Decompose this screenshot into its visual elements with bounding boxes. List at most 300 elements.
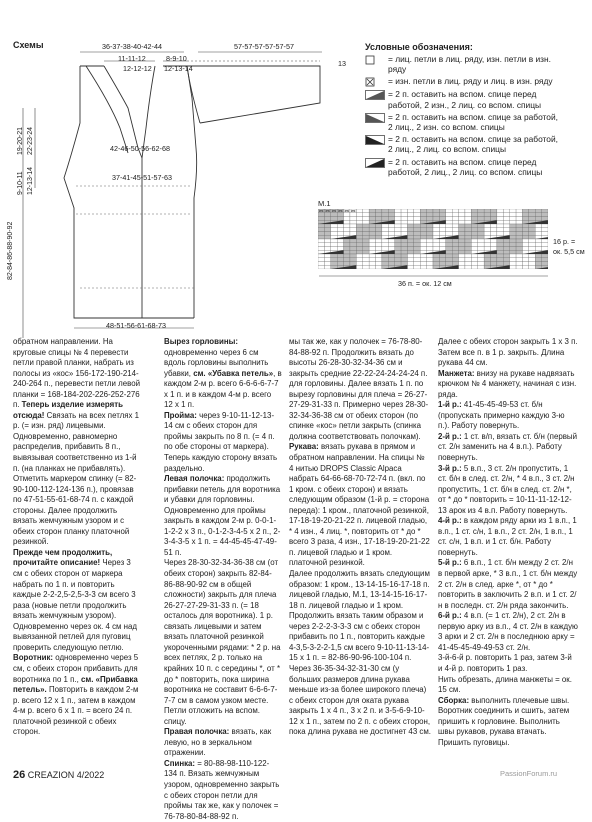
- chart-cell: [516, 220, 522, 224]
- chart-cell: [465, 235, 471, 239]
- chart-cell: [356, 232, 362, 236]
- chart-cell: [401, 213, 407, 217]
- chart-cell: [401, 250, 407, 254]
- chart-cell: [522, 243, 528, 247]
- chart-cell: [459, 254, 465, 258]
- chart-cell: [510, 239, 516, 243]
- chart-cell: [376, 262, 382, 266]
- chart-cell: [401, 224, 407, 228]
- chart-cell: [369, 224, 375, 228]
- chart-cell: [510, 262, 516, 266]
- chart-cell: [414, 247, 420, 251]
- chart-cell: [535, 247, 541, 251]
- chart-cell: [516, 262, 522, 266]
- chart-cell: [337, 243, 343, 247]
- chart-cell: [407, 213, 413, 217]
- chart-cell: [510, 243, 516, 247]
- chart-cell: [446, 217, 452, 221]
- chart-cell: [376, 232, 382, 236]
- chart-cell: [356, 243, 362, 247]
- chart-cell: [350, 217, 356, 221]
- chart-cell: [446, 254, 452, 258]
- chart-cell: [497, 217, 503, 221]
- chart-cell: [439, 224, 445, 228]
- chart-cell: [369, 239, 375, 243]
- chart-cell: [388, 247, 394, 251]
- chart-cell: [433, 239, 439, 243]
- chart-cell: [318, 217, 324, 221]
- chart-cell: [395, 217, 401, 221]
- chart-cell: [324, 247, 330, 251]
- chart-cell: [465, 254, 471, 258]
- chart-cell: [318, 235, 324, 239]
- chart-cell: [452, 217, 458, 221]
- chart-cell: [516, 235, 522, 239]
- chart-cell: [350, 239, 356, 243]
- chart-cell: [369, 243, 375, 247]
- chart-cell: [344, 232, 350, 236]
- chart-cell: [318, 243, 324, 247]
- chart-cell: [318, 247, 324, 251]
- chart-cell: [350, 258, 356, 262]
- chart-cell: [376, 228, 382, 232]
- chart-cell: [439, 232, 445, 236]
- chart-cell: [407, 254, 413, 258]
- chart-cell: [516, 243, 522, 247]
- chart-cell: [491, 228, 497, 232]
- chart-cell: [478, 224, 484, 228]
- chart-cell: [510, 235, 516, 239]
- chart-cell: [427, 217, 433, 221]
- chart-cell: [350, 213, 356, 217]
- chart-cell: [414, 217, 420, 221]
- chart-cell: [446, 213, 452, 217]
- schema-title: Схемы: [13, 40, 44, 50]
- chart-cell: [516, 228, 522, 232]
- chart-cell: [446, 224, 452, 228]
- chart-cell: [535, 258, 541, 262]
- chart-cell: [382, 258, 388, 262]
- chart-cell: [471, 258, 477, 262]
- chart-cell: [452, 209, 458, 213]
- chart-cell: [433, 262, 439, 266]
- chart-cell: [363, 265, 369, 269]
- chart-cell: [478, 213, 484, 217]
- chart-cell: [535, 217, 541, 221]
- chart-cell: [388, 213, 394, 217]
- chart-cell: [382, 239, 388, 243]
- chart-cell: [363, 232, 369, 236]
- chart-cell: [542, 262, 548, 266]
- chart-cell: [439, 247, 445, 251]
- chart-cell: [318, 239, 324, 243]
- cable-right-knit-icon: [365, 135, 385, 145]
- chart-cell: [516, 213, 522, 217]
- legend-text: = 2 п. оставить на вспом. спице за работой, 2 лиц., 2 лиц. со вспом. спицы: [388, 134, 558, 155]
- dim-neck-d: 12-13-14: [164, 64, 193, 73]
- chart-cell: [446, 243, 452, 247]
- chart-cell: [318, 224, 324, 228]
- chart-cell: [401, 254, 407, 258]
- chart-cell: [446, 239, 452, 243]
- chart-cell: [433, 224, 439, 228]
- chart-cell: [433, 213, 439, 217]
- chart-cell: [376, 247, 382, 251]
- chart-cell: [344, 254, 350, 258]
- chart-cell: [331, 262, 337, 266]
- chart-cell: [324, 254, 330, 258]
- chart-cell: [510, 258, 516, 262]
- dim-sleeve-width: 13: [338, 59, 346, 68]
- dim-armhole-b: 22-23-24: [27, 126, 34, 155]
- chart-cell: [420, 258, 426, 262]
- chart-cell: [446, 258, 452, 262]
- chart-cell: [356, 224, 362, 228]
- dim-bust: 42-46-50-56-62-68: [110, 144, 170, 153]
- chart-cell: [363, 247, 369, 251]
- chart-cell: [407, 262, 413, 266]
- chart-cell: [503, 213, 509, 217]
- chart-cell: [522, 209, 528, 213]
- chart-cell: [452, 243, 458, 247]
- chart-cell: [503, 232, 509, 236]
- chart-cell: [503, 224, 509, 228]
- chart-cell: [497, 254, 503, 258]
- chart-cell: [382, 247, 388, 251]
- chart-cell: [471, 209, 477, 213]
- chart-cell: [369, 262, 375, 266]
- chart-cell: [376, 209, 382, 213]
- chart-cell: [459, 228, 465, 232]
- chart-cell: [529, 265, 535, 269]
- chart-rows-cm: ок. 5,5 см: [553, 247, 585, 256]
- chart-cell: [439, 254, 445, 258]
- chart-cell: [356, 213, 362, 217]
- chart-cell: [356, 247, 362, 251]
- chart-cell: [542, 224, 548, 228]
- chart-cell: [516, 209, 522, 213]
- chart-cell: [510, 232, 516, 236]
- chart-cell: [318, 262, 324, 266]
- chart-cell: [414, 213, 420, 217]
- legend-item: [365, 54, 570, 74]
- chart-cell: [459, 235, 465, 239]
- chart-cell: [356, 250, 362, 254]
- chart-cell: [465, 209, 471, 213]
- chart-cell: [459, 232, 465, 236]
- chart-cell: [337, 228, 343, 232]
- chart-cell: [516, 250, 522, 254]
- chart-cell: [452, 247, 458, 251]
- chart-cell: [529, 235, 535, 239]
- chart-cell: [535, 224, 541, 228]
- chart-cell: [344, 217, 350, 221]
- chart-cell: [542, 232, 548, 236]
- chart-cell: [497, 213, 503, 217]
- chart-cell: [503, 258, 509, 262]
- chart-cell: [369, 235, 375, 239]
- chart-cell: [471, 254, 477, 258]
- legend-item: [365, 134, 570, 154]
- chart-cell: [427, 213, 433, 217]
- chart-cell: [529, 217, 535, 221]
- chart-cell: [452, 254, 458, 258]
- chart-cell: [344, 243, 350, 247]
- chart-cell: [427, 247, 433, 251]
- chart-cell: [497, 247, 503, 251]
- chart-cell: [407, 228, 413, 232]
- chart-cell: [401, 232, 407, 236]
- chart-cell: [459, 250, 465, 254]
- legend-text: = 2 п. оставить на вспом. спице за работой, 2 лиц., 2 изн. со вспом. спицы: [388, 111, 558, 133]
- chart-cell: [401, 209, 407, 213]
- chart-cell: [465, 217, 471, 221]
- chart-cell: [503, 239, 509, 243]
- chart-cell: [414, 239, 420, 243]
- chart-cell: [471, 213, 477, 217]
- chart-cell: [395, 232, 401, 236]
- chart-cell: [395, 228, 401, 232]
- chart-cell: [331, 213, 337, 217]
- chart-cell: [369, 209, 375, 213]
- legend: [365, 42, 570, 179]
- chart-cell: [344, 258, 350, 262]
- chart-cell: [414, 265, 420, 269]
- chart-cell: [344, 224, 350, 228]
- chart-cell: [363, 224, 369, 228]
- chart-cell: [529, 258, 535, 262]
- chart-cell: [427, 228, 433, 232]
- chart-cell: [522, 258, 528, 262]
- chart-cell: [503, 228, 509, 232]
- chart-cell: [395, 247, 401, 251]
- chart-cell: [478, 235, 484, 239]
- chart-cell: [433, 247, 439, 251]
- chart-cell: [407, 258, 413, 262]
- chart-cell: [471, 243, 477, 247]
- chart-cell: [324, 262, 330, 266]
- page-footer: [13, 769, 104, 781]
- chart-cell: [522, 265, 528, 269]
- chart-cell: [433, 217, 439, 221]
- chart-cell: [529, 228, 535, 232]
- chart-cell: [414, 250, 420, 254]
- chart-cell: [388, 258, 394, 262]
- chart-cell: [542, 254, 548, 258]
- chart-cell: [484, 228, 490, 232]
- chart-cell: [388, 228, 394, 232]
- chart-cell: [439, 262, 445, 266]
- chart-cell: [363, 254, 369, 258]
- chart-cell: [491, 247, 497, 251]
- chart-cell: [356, 262, 362, 266]
- chart-cell: [465, 220, 471, 224]
- chart-cell: [350, 232, 356, 236]
- chart-cell: [484, 217, 490, 221]
- chart-cell: [382, 224, 388, 228]
- chart-cell: [522, 217, 528, 221]
- chart-cell: [484, 239, 490, 243]
- chart-cell: [395, 213, 401, 217]
- chart-cell: [465, 247, 471, 251]
- chart-cell: [420, 209, 426, 213]
- chart-cell: [433, 228, 439, 232]
- chart-cell: [491, 239, 497, 243]
- chart-cell: [465, 265, 471, 269]
- chart-cell: [542, 258, 548, 262]
- chart-cell: [420, 243, 426, 247]
- chart-cell: [356, 235, 362, 239]
- chart-cell: [337, 262, 343, 266]
- chart-cell: [395, 224, 401, 228]
- chart-cell: [484, 209, 490, 213]
- chart-cell: [522, 262, 528, 266]
- chart-cell: [401, 217, 407, 221]
- chart-cell: [318, 254, 324, 258]
- chart-cell: [344, 250, 350, 254]
- chart-cell: [356, 239, 362, 243]
- chart-cell: [529, 239, 535, 243]
- chart-cell: [369, 265, 375, 269]
- chart-cell: [388, 243, 394, 247]
- chart-cell: [324, 239, 330, 243]
- chart-cell: [542, 217, 548, 221]
- chart-cell: [337, 213, 343, 217]
- chart-cell: [427, 254, 433, 258]
- chart-cell: [529, 262, 535, 266]
- chart-cell: [337, 232, 343, 236]
- magazine-name: CREAZION 4/2022: [27, 770, 105, 780]
- chart-cell: [484, 213, 490, 217]
- chart-cell: [522, 239, 528, 243]
- chart-cell: [427, 235, 433, 239]
- chart-cell: [376, 254, 382, 258]
- chart-cell: [337, 258, 343, 262]
- chart-cell: [414, 224, 420, 228]
- dim-length: 82-84-86-88-90-92: [7, 221, 14, 280]
- chart-cell: [427, 224, 433, 228]
- chart-cell: [452, 239, 458, 243]
- chart-cell: [439, 258, 445, 262]
- chart-cell: [331, 239, 337, 243]
- chart-cell: [376, 213, 382, 217]
- chart-cell: [491, 213, 497, 217]
- chart-cell: [407, 250, 413, 254]
- chart-cell: [452, 258, 458, 262]
- chart-cell: [331, 228, 337, 232]
- chart-cell: [388, 232, 394, 236]
- chart-cell: [465, 243, 471, 247]
- chart-cell: [331, 258, 337, 262]
- chart-cell: [324, 235, 330, 239]
- chart-cell: [446, 220, 452, 224]
- chart-cell: [529, 209, 535, 213]
- chart-cell: [535, 254, 541, 258]
- dim-hem: 48-51-56-61-68-73: [106, 321, 166, 330]
- chart-cell: [318, 265, 324, 269]
- chart-cell: [503, 250, 509, 254]
- chart-cell: [497, 224, 503, 228]
- chart-cell: [510, 265, 516, 269]
- chart-cell: [369, 213, 375, 217]
- chart-cell: [350, 254, 356, 258]
- chart-cell: [497, 243, 503, 247]
- chart-cell: [459, 258, 465, 262]
- chart-cell: [510, 217, 516, 221]
- chart-cell: [446, 250, 452, 254]
- chart-cell: [369, 254, 375, 258]
- chart-cell: [465, 228, 471, 232]
- chart-cell: [350, 220, 356, 224]
- legend-title: Условные обозначения:: [365, 42, 473, 52]
- chart-cell: [484, 247, 490, 251]
- chart-cell: [407, 265, 413, 269]
- chart-cell: [529, 243, 535, 247]
- chart-cell: [510, 224, 516, 228]
- chart-cell: [401, 262, 407, 266]
- chart-cell: [344, 213, 350, 217]
- chart-cell: [407, 243, 413, 247]
- chart-cell: [382, 243, 388, 247]
- garment-schematic: [0, 38, 380, 338]
- chart-cell: [318, 213, 324, 217]
- chart-cell: [427, 262, 433, 266]
- chart-cell: [484, 262, 490, 266]
- chart-cell: [376, 265, 382, 269]
- chart-cell: [369, 258, 375, 262]
- chart-cell: [324, 224, 330, 228]
- chart-cell: [427, 232, 433, 236]
- chart-cell: [459, 262, 465, 266]
- chart-cell: [331, 232, 337, 236]
- chart-cell: [471, 217, 477, 221]
- chart-cell: [535, 213, 541, 217]
- chart-cell: [363, 228, 369, 232]
- legend-item: [365, 157, 570, 177]
- dim-waist: 37-41-45-51-57-63: [112, 173, 172, 182]
- chart-cell: [478, 254, 484, 258]
- chart-cell: [529, 254, 535, 258]
- chart-cell: [516, 254, 522, 258]
- chart-cell: [478, 209, 484, 213]
- chart-cell: [407, 209, 413, 213]
- chart-cell: [535, 243, 541, 247]
- site-watermark: PassionForum.ru: [500, 769, 558, 778]
- chart-cell: [382, 228, 388, 232]
- chart-cell: [516, 239, 522, 243]
- chart-cell: [414, 232, 420, 236]
- chart-cell: [510, 250, 516, 254]
- chart-cell: [337, 224, 343, 228]
- chart-cell: [491, 258, 497, 262]
- chart-cell: [542, 228, 548, 232]
- chart-cell: [516, 258, 522, 262]
- chart-cell: [427, 258, 433, 262]
- chart-cell: [344, 239, 350, 243]
- chart-cell: [427, 243, 433, 247]
- chart-cell: [522, 254, 528, 258]
- chart-cell: [459, 224, 465, 228]
- chart-cell: [478, 247, 484, 251]
- legend-item: [365, 112, 570, 132]
- legend-text: = лиц. петли в лиц. ряду, изн. петли в изн. ряду: [388, 54, 551, 75]
- chart-cell: [446, 232, 452, 236]
- chart-cell: [407, 220, 413, 224]
- chart-cell: [459, 213, 465, 217]
- blank-square-icon: [365, 55, 385, 65]
- chart-cell: [542, 213, 548, 217]
- chart-cell: [401, 220, 407, 224]
